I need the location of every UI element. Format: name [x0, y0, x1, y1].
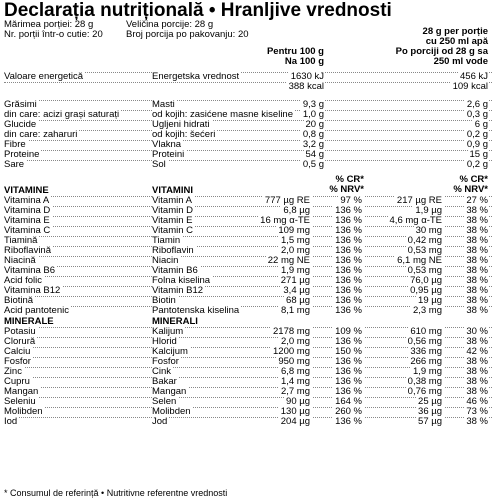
vitamin-name-sr: Vitamin A — [152, 195, 192, 206]
macro-name-sr: Proteini — [152, 149, 185, 160]
vitamin-pct-serving: 27 % — [466, 195, 488, 206]
mineral-value-100g: 2,0 mg — [280, 336, 310, 347]
macro-name-ro: Proteine — [4, 149, 40, 160]
macro-row — [4, 140, 492, 150]
perserving-header-2: cu 250 ml apă — [425, 36, 488, 47]
vitamin-pct-100g: 136 % — [335, 295, 362, 306]
vitamin-name-sr: Niacin — [152, 255, 179, 266]
vitamin-value-100g: 109 mg — [278, 225, 310, 236]
mineral-name-ro: Calciu — [4, 346, 31, 357]
vitamin-pct-100g: 136 % — [335, 305, 362, 316]
per100-header-ro: Pentru 100 g — [266, 46, 324, 57]
vitamin-value-serving: 76,0 µg — [410, 275, 442, 286]
mineral-value-100g: 2,7 mg — [280, 386, 310, 397]
mineral-name-sr: Fosfor — [152, 356, 179, 367]
vitamin-value-100g: 3,4 µg — [283, 285, 310, 296]
macro-row — [4, 130, 492, 140]
mineral-pct-serving: 38 % — [466, 376, 488, 387]
macro-name-sr: Sol — [152, 159, 166, 170]
minerals-heading-sr: MINERALI — [152, 316, 198, 327]
energy-name-sr: Energetska vrednost — [152, 71, 240, 82]
mineral-value-100g: 6,8 mg — [280, 366, 310, 377]
mineral-value-100g: 1,4 mg — [280, 376, 310, 387]
mineral-pct-serving: 73 % — [466, 406, 488, 417]
vitamin-value-serving: 30 mg — [415, 225, 442, 236]
macro-block — [4, 100, 492, 170]
vitamin-pct-serving: 38 % — [466, 215, 488, 226]
energy-row — [4, 82, 492, 92]
mineral-value-serving: 36 µg — [418, 406, 442, 417]
vitamin-value-100g: 16 mg α-TE — [260, 215, 310, 226]
mineral-name-sr: Kalcijum — [152, 346, 188, 357]
vitamin-pct-serving: 38 % — [466, 205, 488, 216]
mineral-pct-serving: 38 % — [466, 366, 488, 377]
mineral-pct-100g: 136 % — [335, 336, 362, 347]
mineral-value-serving: 0,38 mg — [407, 376, 442, 387]
macro-value-100g: 0,8 g — [302, 129, 324, 140]
macro-name-sr: Ugljeni hidrati — [152, 119, 210, 130]
vitamin-pct-100g: 97 % — [340, 195, 362, 206]
page-title: Declarația nutrițională • Hranljive vrednosti — [4, 0, 392, 21]
perserving-header-3: Po porciji od 28 g sa — [395, 46, 488, 57]
vitamin-name-sr: Riboflavin — [152, 245, 194, 256]
vitamin-pct-serving: 38 % — [466, 285, 488, 296]
macro-name-ro: Sare — [4, 159, 25, 170]
vitamin-pct-serving: 38 % — [466, 225, 488, 236]
vitamin-name-sr: Vitamin D — [152, 205, 194, 216]
macro-name-ro: Grăsimi — [4, 99, 37, 110]
mineral-pct-serving: 38 % — [466, 336, 488, 347]
vitamin-pct-serving: 38 % — [466, 235, 488, 246]
minerals-block — [4, 327, 492, 427]
vitamin-name-ro: Biotină — [4, 295, 34, 306]
vitamin-pct-100g: 136 % — [335, 205, 362, 216]
vitamin-pct-serving: 38 % — [466, 295, 488, 306]
macro-value-serving: 2,6 g — [466, 99, 488, 110]
vitamin-value-serving: 1,9 µg — [415, 205, 442, 216]
mineral-value-serving: 266 mg — [410, 356, 442, 367]
mineral-name-sr: Bakar — [152, 376, 177, 387]
mineral-pct-serving: 38 % — [466, 356, 488, 367]
perserving-header-1: 28 g per porție — [422, 26, 488, 37]
vitamin-name-sr: Folna kiselina — [152, 275, 211, 286]
vitamin-value-serving: 217 µg RE — [396, 195, 442, 206]
mineral-value-100g: 950 mg — [278, 356, 310, 367]
mineral-row — [4, 417, 492, 427]
macro-name-ro: din care: acizi grași saturați — [4, 109, 120, 120]
mineral-value-serving: 0,76 mg — [407, 386, 442, 397]
macro-name-sr: Masti — [152, 99, 175, 110]
vitamin-name-ro: Riboflavină — [4, 245, 51, 256]
vitamins-heading-sr: VITAMINI — [152, 185, 193, 196]
mineral-value-serving: 0,56 mg — [407, 336, 442, 347]
mineral-name-ro: Iod — [4, 416, 18, 427]
vitamin-pct-serving: 38 % — [466, 255, 488, 266]
vitamin-name-ro: Vitamina D — [4, 205, 51, 216]
macro-row — [4, 110, 492, 120]
macro-value-serving: 0,2 g — [466, 159, 488, 170]
mineral-name-ro: Seleniu — [4, 396, 36, 407]
mineral-value-serving: 25 µg — [418, 396, 442, 407]
vitamin-pct-serving: 38 % — [466, 265, 488, 276]
vitamin-value-100g: 8,1 mg — [280, 305, 310, 316]
macro-value-serving: 0,3 g — [466, 109, 488, 120]
macro-row — [4, 160, 492, 170]
serving-count-sr: Broj porcija po pakovanju: 20 — [126, 29, 249, 40]
macro-value-serving: 15 g — [469, 149, 488, 160]
macro-name-sr: od kojih: šećeri — [152, 129, 216, 140]
per100-header-sr: Na 100 g — [284, 56, 324, 67]
vitamin-name-ro: Vitamina B6 — [4, 265, 56, 276]
macro-value-serving: 0,2 g — [466, 129, 488, 140]
mineral-pct-100g: 136 % — [335, 376, 362, 387]
mineral-value-100g: 90 µg — [286, 396, 310, 407]
mineral-pct-100g: 136 % — [335, 386, 362, 397]
mineral-name-sr: Hlorid — [152, 336, 177, 347]
vitamin-pct-100g: 136 % — [335, 245, 362, 256]
mineral-pct-100g: 136 % — [335, 356, 362, 367]
mineral-value-serving: 57 µg — [418, 416, 442, 427]
macro-name-sr: Vlakna — [152, 139, 182, 150]
macro-value-100g: 0,5 g — [302, 159, 324, 170]
mineral-pct-serving: 30 % — [466, 326, 488, 337]
mineral-value-100g: 204 µg — [280, 416, 310, 427]
vitamin-value-serving: 2,3 mg — [412, 305, 442, 316]
dotted-leader — [4, 100, 492, 101]
mineral-name-ro: Potasiu — [4, 326, 36, 337]
pct100-nrv: % NRV* — [329, 184, 364, 195]
vitamin-name-ro: Acid pantotenic — [4, 305, 69, 316]
vitamin-name-ro: Vitamina C — [4, 225, 51, 236]
energy-value-100g: 1630 kJ — [290, 71, 324, 82]
energy-row — [4, 72, 492, 82]
vitamin-value-100g: 777 µg RE — [264, 195, 310, 206]
mineral-pct-serving: 46 % — [466, 396, 488, 407]
mineral-value-serving: 610 mg — [410, 326, 442, 337]
mineral-value-100g: 1200 mg — [273, 346, 310, 357]
vitamin-name-sr: Vitamin E — [152, 215, 193, 226]
dotted-leader — [4, 82, 492, 83]
dotted-leader — [4, 150, 492, 151]
vitamin-name-sr: Tiamin — [152, 235, 181, 246]
vitamin-name-sr: Vitamin C — [152, 225, 194, 236]
energy-block — [4, 72, 492, 92]
pct100-cr: % CR* — [335, 174, 364, 185]
vitamin-row — [4, 306, 492, 316]
vitamin-value-serving: 6,1 mg NE — [397, 255, 442, 266]
mineral-name-sr: Molibden — [152, 406, 191, 417]
macro-name-ro: Fibre — [4, 139, 26, 150]
serving-count-ro: Nr. porții într-o cutie: 20 — [4, 29, 103, 40]
vitamin-value-100g: 1,5 mg — [280, 235, 310, 246]
vitamin-value-serving: 19 µg — [418, 295, 442, 306]
mineral-value-100g: 2178 mg — [273, 326, 310, 337]
vitamin-value-serving: 0,42 mg — [407, 235, 442, 246]
vitamin-value-100g: 68 µg — [286, 295, 310, 306]
energy-name-ro: Valoare energetică — [4, 71, 84, 82]
pctserv-nrv: % NRV* — [453, 184, 488, 195]
mineral-pct-serving: 42 % — [466, 346, 488, 357]
macro-value-100g: 20 g — [305, 119, 324, 130]
column-headers — [4, 19, 492, 70]
vitamin-pct-100g: 136 % — [335, 235, 362, 246]
macro-row — [4, 150, 492, 160]
mineral-pct-100g: 136 % — [335, 366, 362, 377]
vitamin-name-sr: Biotin — [152, 295, 176, 306]
macro-name-ro: din care: zaharuri — [4, 129, 78, 140]
mineral-value-serving: 1,9 mg — [412, 366, 442, 377]
dotted-leader — [4, 140, 492, 141]
mineral-pct-100g: 260 % — [335, 406, 362, 417]
mineral-name-ro: Cupru — [4, 376, 30, 387]
mineral-name-ro: Mangan — [4, 386, 39, 397]
energy-value-serving: 456 kJ — [460, 71, 488, 82]
macro-value-100g: 1,0 g — [302, 109, 324, 120]
mineral-pct-100g: 136 % — [335, 416, 362, 427]
macro-value-100g: 3,2 g — [302, 139, 324, 150]
vitamin-value-serving: 0,53 mg — [407, 245, 442, 256]
vitamin-name-ro: Tiamină — [4, 235, 38, 246]
vitamin-pct-serving: 38 % — [466, 275, 488, 286]
vitamin-name-ro: Vitamina E — [4, 215, 50, 226]
vitamins-heading-ro: VITAMINE — [4, 185, 49, 196]
mineral-pct-serving: 38 % — [466, 416, 488, 427]
mineral-value-serving: 336 mg — [410, 346, 442, 357]
vitamin-value-100g: 22 mg NE — [267, 255, 310, 266]
mineral-name-ro: Fosfor — [4, 356, 31, 367]
vitamin-name-sr: Vitamin B6 — [152, 265, 198, 276]
macro-value-serving: 6 g — [474, 119, 488, 130]
mineral-pct-100g: 150 % — [335, 346, 362, 357]
vitamin-pct-100g: 136 % — [335, 255, 362, 266]
vitamin-pct-100g: 136 % — [335, 225, 362, 236]
mineral-name-ro: Zinc — [4, 366, 22, 377]
macro-value-100g: 9,3 g — [302, 99, 324, 110]
vitamin-pct-100g: 136 % — [335, 265, 362, 276]
mineral-name-sr: Selen — [152, 396, 177, 407]
pctserv-cr: % CR* — [459, 174, 488, 185]
serving-size-ro: Mărimea porției: 28 g — [4, 19, 94, 30]
vitamin-name-ro: Acid folic — [4, 275, 43, 286]
vitamin-value-serving: 0,95 µg — [410, 285, 442, 296]
vitamin-pct-100g: 136 % — [335, 215, 362, 226]
per100-header — [267, 47, 324, 67]
vitamin-name-sr: Vitamin B12 — [152, 285, 204, 296]
minerals-heading-ro: MINERALE — [4, 316, 54, 327]
mineral-name-ro: Molibden — [4, 406, 43, 417]
vitamin-name-ro: Vitamina B12 — [4, 285, 61, 296]
mineral-pct-serving: 38 % — [466, 386, 488, 397]
macro-name-ro: Glucide — [4, 119, 37, 130]
vitamin-name-ro: Vitamina A — [4, 195, 50, 206]
dotted-leader — [4, 160, 492, 161]
mineral-pct-100g: 164 % — [335, 396, 362, 407]
mineral-name-sr: Mangan — [152, 386, 187, 397]
vitamin-name-ro: Niacină — [4, 255, 36, 266]
dotted-leader — [4, 120, 492, 121]
vitamin-name-sr: Pantotenska kiselina — [152, 305, 240, 316]
mineral-pct-100g: 109 % — [335, 326, 362, 337]
mineral-name-ro: Clorură — [4, 336, 36, 347]
vitamin-pct-serving: 38 % — [466, 305, 488, 316]
vitamin-value-100g: 1,9 mg — [280, 265, 310, 276]
mineral-name-sr: Cink — [152, 366, 172, 377]
vitamin-value-serving: 0,53 mg — [407, 265, 442, 276]
macro-name-sr: od kojih: zasićene masne kiseline — [152, 109, 293, 120]
nutrition-label — [4, 0, 492, 427]
perserving-header-4: 250 ml vode — [433, 56, 488, 67]
macro-value-serving: 0,9 g — [466, 139, 488, 150]
vitamin-pct-100g: 136 % — [335, 275, 362, 286]
energy-value-100g: 388 kcal — [288, 81, 324, 92]
vitamin-value-100g: 271 µg — [280, 275, 310, 286]
serving-size-sr: Veličina porcije: 28 g — [126, 19, 214, 30]
mineral-value-100g: 130 µg — [280, 406, 310, 417]
energy-value-serving: 109 kcal — [452, 81, 488, 92]
vitamin-value-100g: 2,0 mg — [280, 245, 310, 256]
vitamin-pct-100g: 136 % — [335, 285, 362, 296]
mineral-name-sr: Jod — [152, 416, 168, 427]
vitamin-value-100g: 6,8 µg — [283, 205, 310, 216]
vitamin-pct-serving: 38 % — [466, 245, 488, 256]
footnote: * Consumul de referință • Nutritivne referentne vrednosti — [4, 488, 228, 498]
mineral-name-sr: Kalijum — [152, 326, 184, 337]
macro-row — [4, 120, 492, 130]
macro-value-100g: 54 g — [305, 149, 324, 160]
perserving-header — [396, 27, 488, 67]
vitamin-value-serving: 4,6 mg α-TE — [389, 215, 442, 226]
vitamins-block — [4, 196, 492, 316]
